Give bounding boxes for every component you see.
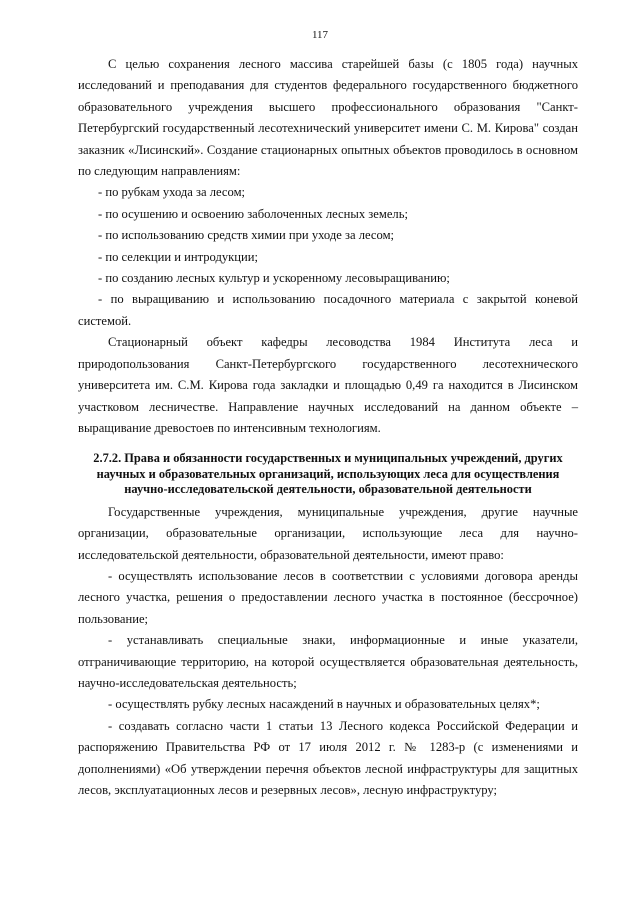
direction-item: - по использованию средств химии при уходе за лесом; [98,228,395,243]
rights-item: - осуществлять рубку лесных насаждений в научных и образовательных целях*; [108,697,540,712]
direction-item: - по созданию лесных культур и ускоренному лесовыращиванию; [98,271,450,286]
direction-item: - по селекции и интродукции; [98,249,259,264]
section-lead-paragraph: Государственные учреждения, муниципальные учреждения, другие научные организации, образовательные организации, использующие леса для научно-исследовательской деятельности, образовательной деятельности, имеют право: [78,504,578,562]
direction-item: - по выращиванию и использованию посадочного материала с закрытой коневой системой. [78,292,578,328]
direction-item: - по осушению и освоению заболоченных лесных земель; [98,206,408,221]
station-paragraph: Стационарный объект кафедры лесоводства 1984 Института леса и природопользования Санкт-Петербургского государственного лесотехнического университета им. С.М. Кирова года закладки и площадью 0,49 га находится в Лисинском участковом лесничестве. Направление научных исследований на данном объекте – выращивание древостоев по интенсивным технологиям. [78,335,578,435]
section-heading: 2.7.2. Права и обязанности государственных и муниципальных учреждений, других научных и образовательных организаций, использующих леса для осуществления научно-исследовательской деятельности, образовательной деятельности [93,451,563,497]
rights-item: - создавать согласно части 1 статьи 13 Лесного кодекса Российской Федерации и распоряжению Правительства РФ от 17 июля 2012 г. № 1283-р (с изменениями и дополнениями) «Об утверждении перечня объектов лесной инфраструктуры для защитных лесов, эксплуатационных лесов и резервных лесов», лесную инфраструктуру; [78,718,578,798]
direction-item: - по рубкам ухода за лесом; [98,185,246,200]
page-number: 117 [311,29,329,41]
document-body [78,54,578,802]
intro-paragraph: С целью сохранения лесного массива старейшей базы (с 1805 года) научных исследований и преподавания для студентов федерального государственного бюджетного образовательного учреждения высшего профессионального образования "Санкт-Петербургский государственный лесотехнический университет имени С. М. Кирова" создан заказник «Лисинский». Создание стационарных опытных объектов проводилось в основном по следующим направлениям: [78,57,578,179]
rights-item: - устанавливать специальные знаки, информационные и иные указатели, отграничивающие территорию, на которой осуществляется образовательная деятельность, научно-исследовательская деятельность; [78,633,578,691]
rights-item: - осуществлять использование лесов в соответствии с условиями договора аренды лесного участка, решения о предоставлении лесного участка в постоянное (бессрочное) пользование; [78,569,578,626]
